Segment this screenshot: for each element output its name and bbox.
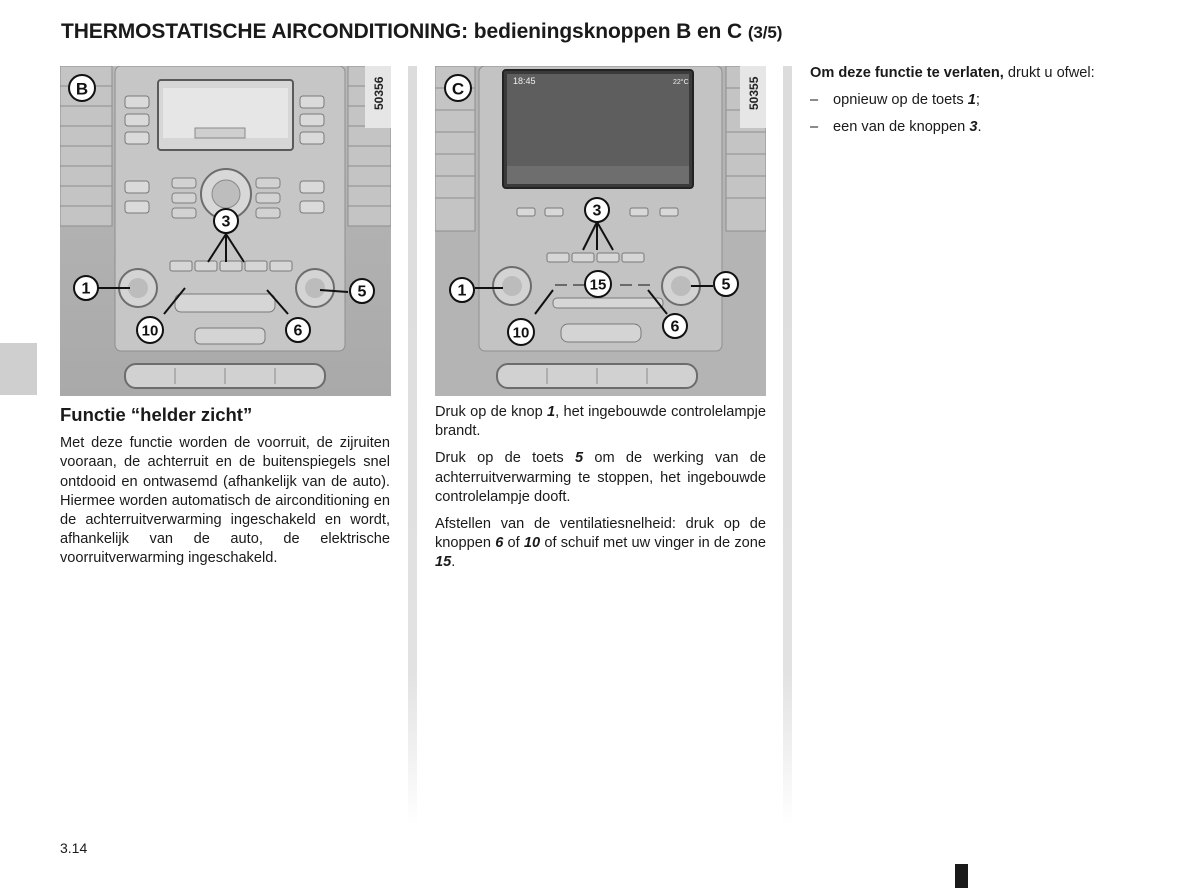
text-run: of bbox=[503, 535, 524, 552]
figure-b-badge-label: B bbox=[75, 79, 89, 99]
page-title-text: THERMOSTATISCHE AIRCONDITIONING: bedieningsknoppen B en C bbox=[61, 20, 743, 43]
middle-paragraph-1 bbox=[435, 403, 766, 441]
figure-c-code: 50355 bbox=[747, 76, 761, 110]
slot bbox=[195, 328, 265, 344]
page-edge-marker bbox=[955, 864, 968, 888]
callout-3-label: 3 bbox=[592, 202, 602, 220]
ref-number: 5 bbox=[574, 450, 584, 467]
temp-knob-right-inner bbox=[305, 278, 325, 298]
callout-10-label: 10 bbox=[512, 324, 530, 342]
screen-temp: 22°C bbox=[673, 79, 689, 86]
ref-number: 1 bbox=[967, 92, 976, 109]
text-run: opnieuw op de toets bbox=[833, 92, 968, 109]
callout-5-label: 5 bbox=[721, 276, 731, 294]
central-knob-inner bbox=[212, 180, 240, 208]
callout-15-label: 15 bbox=[589, 276, 607, 294]
text-run: , het ingebouwde controlelampje brandt. bbox=[435, 404, 766, 440]
column-separator-right bbox=[783, 66, 792, 826]
callout-6-label: 6 bbox=[293, 322, 303, 340]
figure-b-control-panel bbox=[60, 66, 391, 396]
figure-c-badge-label: C bbox=[451, 79, 465, 99]
text-run: of schuif met uw vinger in de zone bbox=[540, 535, 766, 552]
ref-number: 3 bbox=[969, 119, 978, 136]
display-screen-bar bbox=[507, 166, 689, 184]
ref-number: 6 bbox=[495, 535, 504, 552]
callout-1-label: 1 bbox=[457, 282, 467, 300]
page-title bbox=[61, 20, 782, 44]
callout-10-label: 10 bbox=[141, 322, 159, 340]
list-item bbox=[810, 118, 1150, 137]
ref-number: 1 bbox=[547, 404, 556, 420]
left-paragraph: Met deze functie worden de voorruit, de zijruiten vooraan, de achterruit en de buitenspiegels snel ontdooid en ontwasemd (afhankelijk van de auto). Hiermee worden automatisch de airconditioning en de achterruitverwarming ingeschakeld en wordt, afhankelijk van de auto, de elektrische voorruitverwarming ingeschakeld. bbox=[60, 435, 390, 567]
text-run: . bbox=[977, 119, 982, 136]
section-heading: Functie “helder zicht” bbox=[60, 404, 253, 425]
figure-b-code: 50356 bbox=[372, 76, 386, 110]
list-item bbox=[810, 91, 1150, 110]
section-tab-marker bbox=[0, 343, 37, 395]
page-number: 3.14 bbox=[60, 840, 88, 856]
text-run: . bbox=[451, 554, 456, 571]
middle-paragraph-2 bbox=[435, 449, 766, 507]
temp-knob-right-inner bbox=[671, 276, 691, 296]
text-run: Druk op de knop bbox=[435, 404, 548, 420]
text-run: Afstellen van de ventilatiesnelheid: druk op de knoppen bbox=[435, 516, 766, 552]
slot bbox=[561, 324, 641, 342]
right-intro bbox=[810, 64, 1150, 83]
callout-3-label: 3 bbox=[221, 213, 231, 231]
temp-knob-left-inner bbox=[502, 276, 522, 296]
middle-paragraph-3 bbox=[435, 515, 766, 573]
figure-c-control-panel bbox=[435, 66, 766, 396]
callout-5-label: 5 bbox=[357, 283, 367, 301]
text-run: Druk op de toets bbox=[435, 450, 575, 467]
callout-1-label: 1 bbox=[81, 280, 91, 298]
column-separator-left bbox=[408, 66, 417, 826]
exit-options-list bbox=[810, 91, 1150, 137]
screen-time: 18:45 bbox=[513, 76, 536, 86]
temp-knob-left-inner bbox=[128, 278, 148, 298]
right-intro-rest: drukt u ofwel: bbox=[1003, 65, 1095, 81]
text-run: ; bbox=[975, 92, 980, 109]
text-run: om de werking van de achterruitverwarming te stoppen, het ingebouwde controlelampje dooft. bbox=[435, 450, 766, 505]
page-title-suffix: (3/5) bbox=[747, 23, 783, 42]
right-intro-bold: Om deze functie te verlaten, bbox=[810, 65, 1004, 81]
left-column bbox=[60, 405, 390, 577]
middle-column bbox=[435, 403, 766, 581]
ref-number: 10 bbox=[523, 535, 541, 552]
text-run: een van de knoppen bbox=[833, 119, 970, 136]
callout-6-label: 6 bbox=[670, 318, 680, 336]
right-column bbox=[810, 64, 1150, 146]
ref-number: 15 bbox=[435, 554, 452, 571]
display-screen-bar bbox=[195, 128, 245, 138]
